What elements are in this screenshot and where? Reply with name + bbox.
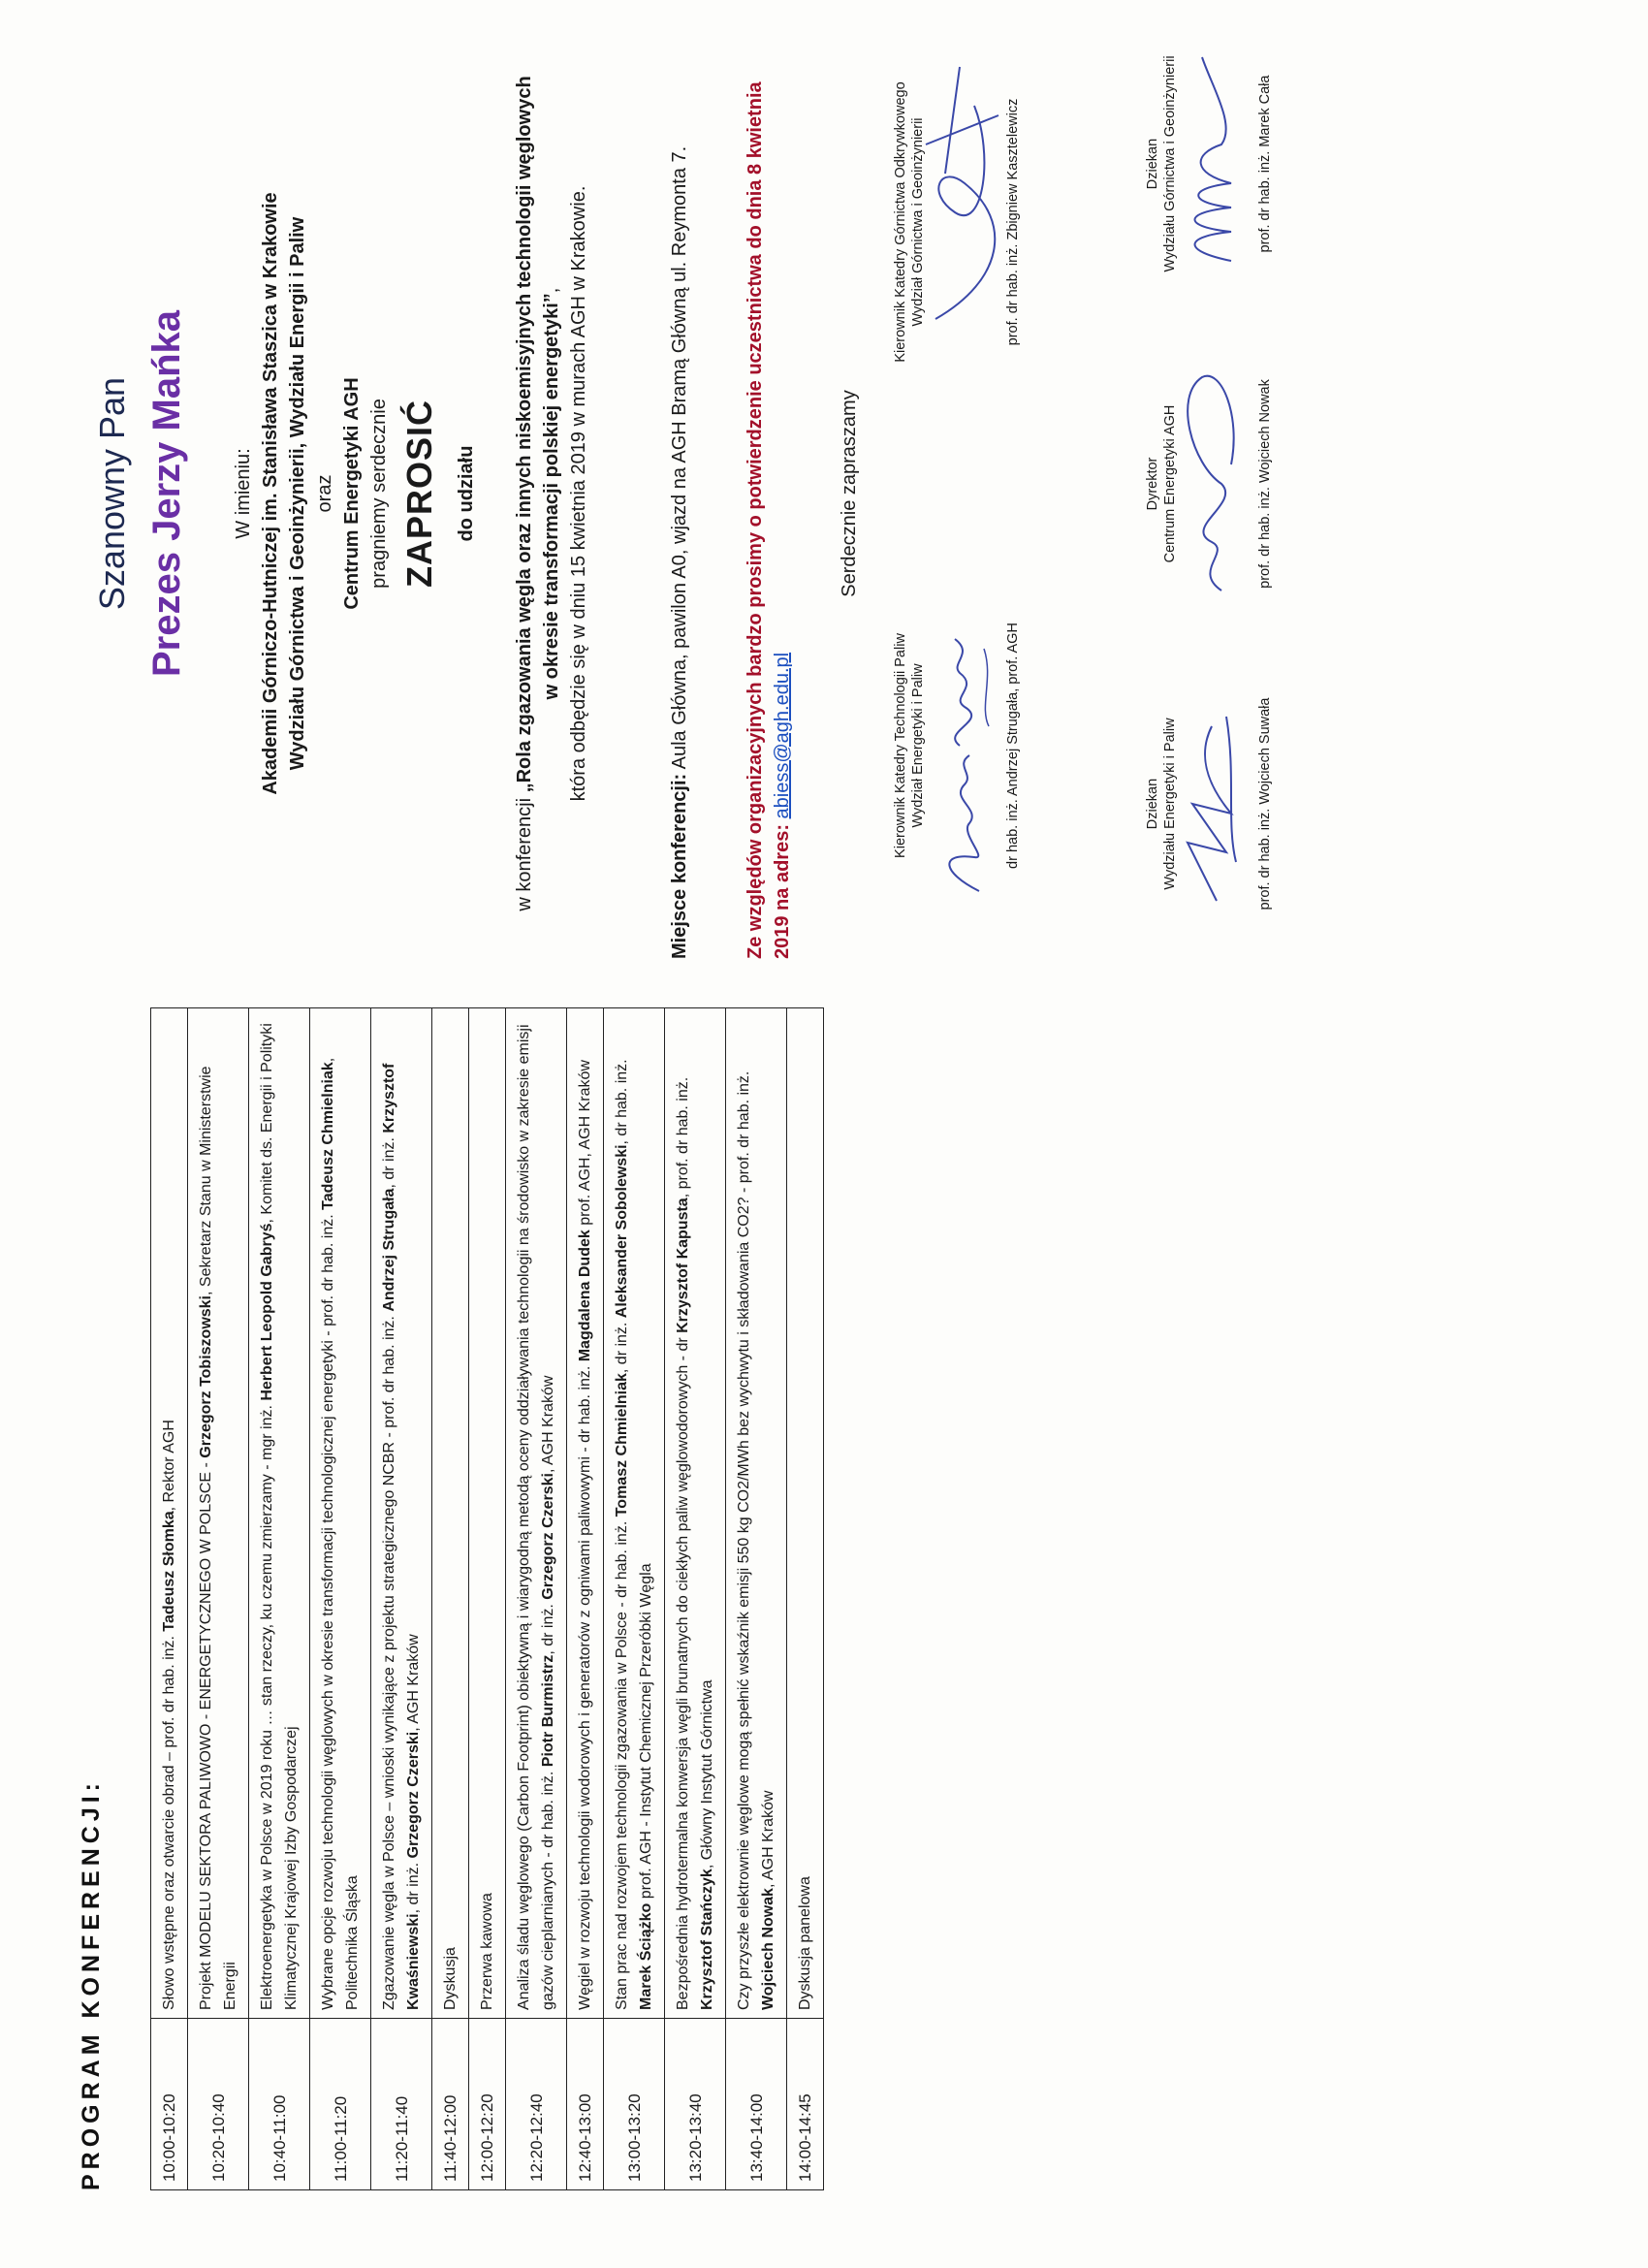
speaker-name: Piotr Burmistrz [540, 1654, 556, 1768]
program-description [726, 1008, 787, 2019]
program-description [665, 1008, 726, 2019]
program-text: , dr inż. [381, 1133, 397, 1189]
program-description [371, 1008, 432, 2019]
program-description [310, 1008, 371, 2019]
speaker-name: Grzegorz Tobiszowski [198, 1294, 214, 1458]
confirm-line2 [772, 653, 794, 959]
signature-subtitle: Wydział Energetyki i Paliw [910, 663, 926, 828]
conference-title-comma: , [541, 287, 562, 294]
program-table [150, 1007, 824, 2190]
signature-title: Dziekan [1145, 138, 1160, 190]
program-time: 10:40-11:00 [249, 2019, 310, 2190]
program-time: 12:00-12:20 [469, 2019, 506, 2190]
org-centrum: Centrum Energetyki AGH [341, 377, 363, 610]
program-text: Elektroenergetyka w Polsce w 2019 roku … stan rzeczy, ku czemu zmierzamy - mgr inż. [259, 1400, 275, 2010]
program-description [469, 1008, 506, 2019]
program-text: prof. AGH, AGH Kraków [577, 1060, 593, 1230]
program-row [432, 1008, 469, 2190]
signature-title: Kierownik Katedry Górnictwa Odkrywkowego [893, 81, 908, 363]
program-time: 13:20-13:40 [665, 2019, 726, 2190]
program-row [726, 1008, 787, 2190]
program-text: Przerwa kawowa [479, 1893, 495, 2010]
program-text: , AGH Kraków [540, 1375, 556, 1473]
venue-label: Miejsce konferencji: [669, 773, 690, 959]
program-text: Węgiel w rozwoju technologii wodorowych i generatorów z ogniwami paliwowymi - dr hab. inż. [577, 1361, 593, 2010]
program-description [432, 1008, 469, 2019]
speaker-name: Wojciech Nowak [760, 1888, 776, 2010]
closing-text: Serdecznie zapraszamy [839, 390, 860, 597]
signature-subtitle: Wydziału Górnictwa i Geoinżynierii [1162, 55, 1178, 272]
program-description [249, 1008, 310, 2019]
speaker-name: Tadeusz Słomka [161, 1511, 177, 1632]
conference-date: która odbędzie się w dniu 15 kwietnia 2019 w murach AGH w Krakowie. [568, 185, 589, 802]
org-faculties: Wydziału Górnictwa i Geoinżynierii, Wydziału Energii i Paliw [287, 216, 308, 771]
signature-name: prof. dr hab. inż. Wojciech Nowak [1257, 379, 1273, 589]
signature-title: Dziekan [1145, 778, 1160, 830]
conference-title-part2: w okresie transformacji polskiej energetyki” [541, 293, 562, 700]
org-agh: Akademii Górniczo-Hutniczej im. Stanisława Staszica w Krakowie [260, 192, 281, 795]
confirm-line1: Ze względów organizacyjnych bardzo prosimy o potwierdzenie uczestnictwa do dnia 8 kwietnia [745, 81, 766, 959]
program-text: Zgazowanie węgla w Polsce – wnioski wynikające z projektu strategicznego NCBR - prof. dr hab. inż. [381, 1311, 397, 2010]
program-text: , dr inż. [405, 1858, 422, 1914]
program-time: 13:00-13:20 [604, 2019, 665, 2190]
speaker-name: Herbert Leopold Gabryś [259, 1223, 275, 1401]
greeting: Szanowny Pan [92, 376, 132, 611]
signature-name: prof. dr hab. inż. Zbigniew Kasztelewicz [1005, 98, 1021, 346]
program-text: , AGH Kraków [405, 1634, 422, 1732]
program-description [188, 1008, 249, 2019]
program-text: Analiza śladu węglowego (Carbon Footprint) obiektywną i wiarygodną metodą oceny oddziaływania technologii na środowisko w zakresie emisji gazów cieplarnianych - dr hab. inż. [516, 1024, 556, 2010]
program-title: PROGRAM KONFERENCJI: [78, 1777, 105, 2190]
conference-title-line1 [514, 28, 536, 959]
on-behalf: W imieniu: [233, 448, 254, 539]
program-text: Słowo wstępne oraz otwarcie obrad – prof. dr hab. inż. [161, 1631, 177, 2010]
program-description [787, 1008, 824, 2019]
speaker-name: Tadeusz Chmielniak [320, 1062, 336, 1210]
pragniemy-text: pragniemy serdecznie [368, 399, 390, 589]
program-text: Bezpośrednia hydrotermalna konwersja węgli brunatnych do ciekłych paliw węglowodorowych - dr [675, 1332, 691, 2010]
zaprosic-heading: ZAPROSIĆ [399, 399, 439, 589]
venue-line [669, 146, 691, 959]
program-description [506, 1008, 567, 2019]
program-text: , dr inż. [614, 1318, 630, 1374]
signature-title: Kierownik Katedry Technologii Paliw [893, 633, 908, 858]
speaker-name: Grzegorz Czerski [540, 1473, 556, 1600]
program-text: , prof. dr hab. inż. [675, 1076, 691, 1198]
program-text: , Główny Instytut Górnictwa [699, 1679, 715, 1869]
signature-subtitle: Wydziału Energetyki i Paliw [1162, 718, 1178, 890]
handwritten-signature-cala [1163, 28, 1251, 280]
program-time: 11:00-11:20 [310, 2019, 371, 2190]
handwritten-signature-strugala [921, 610, 1008, 901]
program-row [151, 1008, 188, 2190]
speaker-name: Krzysztof Kapusta [675, 1198, 691, 1333]
program-text: , dr hab. inż. [614, 1059, 630, 1145]
program-time: 12:20-12:40 [506, 2019, 567, 2190]
speaker-name: Magdalena Dudek [577, 1230, 593, 1362]
program-row [604, 1008, 665, 2190]
program-text: , Politechnika Śląska [320, 1057, 361, 2010]
signature-subtitle: Wydział Górnictwa i Geoinżynierii [910, 117, 926, 327]
program-text: , Komitet ds. Energii i Polityki Klimatycznej Krajowej Izby Gospodarczej [259, 1023, 300, 2010]
handwritten-signature-nowak [1163, 358, 1251, 610]
program-description [567, 1008, 604, 2019]
program-row [787, 1008, 824, 2190]
program-row [469, 1008, 506, 2190]
program-text: , Rektor AGH [161, 1420, 177, 1512]
program-text: Czy przyszłe elektrownie węglowe mogą spełnić wskaźnik emisji 550 kg CO2/MWh bez wychwytu i składowania CO2? - prof. dr hab. inż. [736, 1070, 752, 2010]
signature-subtitle: Centrum Energetyki AGH [1162, 404, 1178, 563]
program-text: Dyskusja panelowa [797, 1876, 813, 2010]
addressee-name: Prezes Jerzy Mańka [145, 310, 188, 678]
conference-title-line2 [541, 28, 563, 959]
program-text: Wybrane opcje rozwoju technologii węglowych w okresie transformacji technologicznej energetyki - prof. dr hab. inż. [320, 1209, 336, 2010]
contact-email-link[interactable]: abiess@agh.edu.pl [772, 652, 793, 819]
program-row [188, 1008, 249, 2190]
speaker-name: Krzysztof Kwaśniewski [381, 1063, 422, 2010]
confirm-prefix: 2019 na adres: [772, 824, 793, 959]
program-text: , Sekretarz Stanu w Ministerstwie Energii [198, 1066, 238, 2010]
signature-title: Dyrektor [1145, 457, 1160, 511]
speaker-name: Aleksander Sobolewski [614, 1144, 630, 1319]
signature-name: dr hab. inż. Andrzej Strugała, prof. AGH [1005, 623, 1021, 869]
program-row [506, 1008, 567, 2190]
program-description [151, 1008, 188, 2019]
program-time: 13:40-14:00 [726, 2019, 787, 2190]
handwritten-signature-kasztelewicz [906, 48, 1023, 338]
do-udzialu: do udziału [456, 445, 477, 542]
speaker-name: Grzegorz Czerski [405, 1731, 422, 1859]
program-text: , dr inż. [540, 1599, 556, 1655]
oraz-text: oraz [314, 474, 335, 513]
speaker-name: Tomasz Chmielniak [614, 1373, 630, 1517]
speaker-name: Krzysztof Stańczyk [699, 1869, 715, 2010]
program-description [604, 1008, 665, 2019]
program-time: 12:40-13:00 [567, 2019, 604, 2190]
signature-name: prof. dr hab. inż. Wojciech Suwała [1257, 697, 1273, 910]
program-text: , AGH Kraków [760, 1790, 776, 1889]
conference-prefix: w konferencji [514, 792, 535, 911]
program-time: 10:20-10:40 [188, 2019, 249, 2190]
program-time: 14:00-14:45 [787, 2019, 824, 2190]
program-time: 11:20-11:40 [371, 2019, 432, 2190]
program-text: prof. AGH - Instytut Chemicznej Przeróbki Węgla [638, 1563, 654, 1903]
program-text: Projekt MODELU SEKTORA PALIWOWO - ENERGETYCZNEGO W POLSCE - [198, 1457, 214, 2010]
speaker-name: Marek Ściążko [638, 1902, 654, 2010]
program-text: Dyskusja [442, 1947, 459, 2010]
program-row [371, 1008, 432, 2190]
program-row [567, 1008, 604, 2190]
program-row [310, 1008, 371, 2190]
invitation-letter [0, 28, 1648, 959]
program-row [665, 1008, 726, 2190]
program-text: Stan prac nad rozwojem technologii zgazowania w Polsce - dr hab. inż. [614, 1517, 630, 2010]
handwritten-signature-suwala [1168, 668, 1246, 920]
program-row [249, 1008, 310, 2190]
program-time: 10:00-10:20 [151, 2019, 188, 2190]
program-time: 11:40-12:00 [432, 2019, 469, 2190]
speaker-name: Andrzej Strugała [381, 1188, 397, 1312]
conference-title-part1: „Rola zgazowania węgla oraz innych niskoemisyjnych technologii węglowych [514, 76, 535, 793]
signature-name: prof. dr hab. inż. Marek Cała [1257, 75, 1273, 253]
venue-text: Aula Główna, pawilon A0, wjazd na AGH Bramą Główną ul. Reymonta 7. [669, 145, 690, 774]
